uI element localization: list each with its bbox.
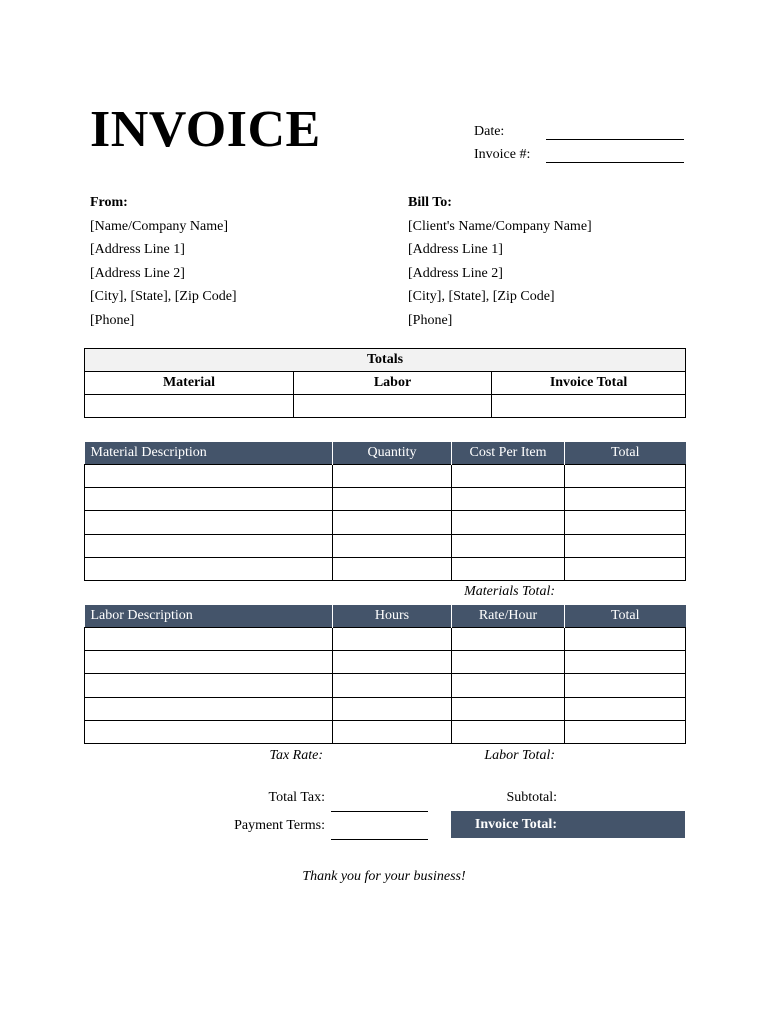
material-description-cell[interactable]: [85, 534, 333, 557]
labor-rate-cell[interactable]: [452, 720, 565, 743]
labor-hours-cell[interactable]: [333, 651, 452, 674]
material-quantity-cell[interactable]: [333, 557, 452, 580]
from-heading: From:: [90, 195, 128, 210]
labor-description-cell[interactable]: [85, 628, 333, 651]
labor-rate-cell[interactable]: [452, 697, 565, 720]
labor-total-cell[interactable]: [565, 674, 686, 697]
material-total-cell[interactable]: [565, 465, 686, 488]
table-row: [85, 534, 686, 557]
table-row: [85, 465, 686, 488]
bill-to-heading: Bill To:: [408, 195, 452, 210]
material-quantity-cell[interactable]: [333, 511, 452, 534]
totals-heading: Totals: [85, 349, 686, 372]
material-cost-cell[interactable]: [452, 488, 565, 511]
labor-rate-cell[interactable]: [452, 628, 565, 651]
totals-col-material: Material: [85, 372, 294, 395]
table-row: [85, 651, 686, 674]
totals-col-labor: Labor: [294, 372, 492, 395]
totals-invoice-total-value[interactable]: [492, 395, 686, 418]
materials-total-label: Materials Total:: [464, 584, 555, 599]
labor-hours-cell[interactable]: [333, 628, 452, 651]
bill-to-address-2[interactable]: [Address Line 2]: [408, 265, 503, 281]
from-address-1[interactable]: [Address Line 1]: [90, 242, 185, 257]
materials-col-total: Total: [565, 442, 686, 465]
date-field[interactable]: [546, 139, 684, 140]
material-quantity-cell[interactable]: [333, 465, 452, 488]
labor-hours-cell[interactable]: [333, 674, 452, 697]
material-cost-cell[interactable]: [452, 534, 565, 557]
table-row: [85, 488, 686, 511]
labor-description-cell[interactable]: [85, 674, 333, 697]
labor-total-cell[interactable]: [565, 720, 686, 743]
table-row: [85, 557, 686, 580]
totals-table: [84, 348, 686, 418]
from-phone[interactable]: [Phone]: [90, 312, 135, 328]
invoice-number-field[interactable]: [546, 162, 684, 163]
payment-terms-field[interactable]: [331, 839, 428, 840]
labor-total-cell[interactable]: [565, 628, 686, 651]
labor-col-hours: Hours: [333, 605, 452, 628]
from-address-2[interactable]: [Address Line 2]: [90, 265, 185, 281]
table-row: [85, 720, 686, 743]
material-description-cell[interactable]: [85, 488, 333, 511]
labor-col-total: Total: [565, 605, 686, 628]
material-quantity-cell[interactable]: [333, 488, 452, 511]
material-description-cell[interactable]: [85, 511, 333, 534]
labor-total-cell[interactable]: [565, 651, 686, 674]
total-tax-label: Total Tax:: [268, 790, 325, 805]
totals-material-value[interactable]: [85, 395, 294, 418]
material-cost-cell[interactable]: [452, 557, 565, 580]
date-label: Date:: [474, 124, 505, 139]
invoice-title: INVOICE: [90, 101, 321, 158]
table-row: [85, 628, 686, 651]
labor-description-cell[interactable]: [85, 697, 333, 720]
material-total-cell[interactable]: [565, 511, 686, 534]
invoice-total-band: [451, 811, 685, 838]
bill-to-name[interactable]: [Client's Name/Company Name]: [408, 218, 592, 234]
table-row: [85, 674, 686, 697]
totals-col-invoice-total: Invoice Total: [492, 372, 686, 395]
materials-col-description: Material Description: [85, 442, 333, 465]
tax-rate-label: Tax Rate:: [269, 748, 323, 763]
labor-col-description: Labor Description: [85, 605, 333, 628]
table-row: [85, 511, 686, 534]
bill-to-address-1[interactable]: [Address Line 1]: [408, 242, 503, 257]
material-quantity-cell[interactable]: [333, 534, 452, 557]
labor-total-cell[interactable]: [565, 697, 686, 720]
material-cost-cell[interactable]: [452, 465, 565, 488]
labor-hours-cell[interactable]: [333, 697, 452, 720]
labor-rate-cell[interactable]: [452, 651, 565, 674]
material-description-cell[interactable]: [85, 465, 333, 488]
total-tax-field[interactable]: [331, 811, 428, 812]
materials-table: [84, 442, 686, 581]
invoice-total-label: Invoice Total:: [474, 817, 557, 832]
subtotal-label: Subtotal:: [506, 790, 557, 805]
bill-to-block: [408, 191, 592, 332]
materials-col-cost-per-item: Cost Per Item: [452, 442, 565, 465]
material-total-cell[interactable]: [565, 557, 686, 580]
from-city-state-zip[interactable]: [City], [State], [Zip Code]: [90, 289, 237, 304]
labor-col-rate-hour: Rate/Hour: [452, 605, 565, 628]
thank-you-note: Thank you for your business!: [302, 869, 466, 884]
from-name[interactable]: [Name/Company Name]: [90, 218, 229, 234]
material-total-cell[interactable]: [565, 534, 686, 557]
from-block: [90, 191, 237, 332]
labor-rate-cell[interactable]: [452, 674, 565, 697]
labor-total-label: Labor Total:: [484, 748, 555, 763]
material-cost-cell[interactable]: [452, 511, 565, 534]
labor-description-cell[interactable]: [85, 720, 333, 743]
invoice-number-label: Invoice #:: [474, 147, 531, 162]
payment-terms-label: Payment Terms:: [234, 818, 325, 833]
table-row: [85, 697, 686, 720]
totals-labor-value[interactable]: [294, 395, 492, 418]
labor-table: [84, 605, 686, 744]
labor-hours-cell[interactable]: [333, 720, 452, 743]
material-total-cell[interactable]: [565, 488, 686, 511]
bill-to-city-state-zip[interactable]: [City], [State], [Zip Code]: [408, 289, 555, 304]
material-description-cell[interactable]: [85, 557, 333, 580]
bill-to-phone[interactable]: [Phone]: [408, 312, 453, 328]
materials-col-quantity: Quantity: [333, 442, 452, 465]
labor-description-cell[interactable]: [85, 651, 333, 674]
